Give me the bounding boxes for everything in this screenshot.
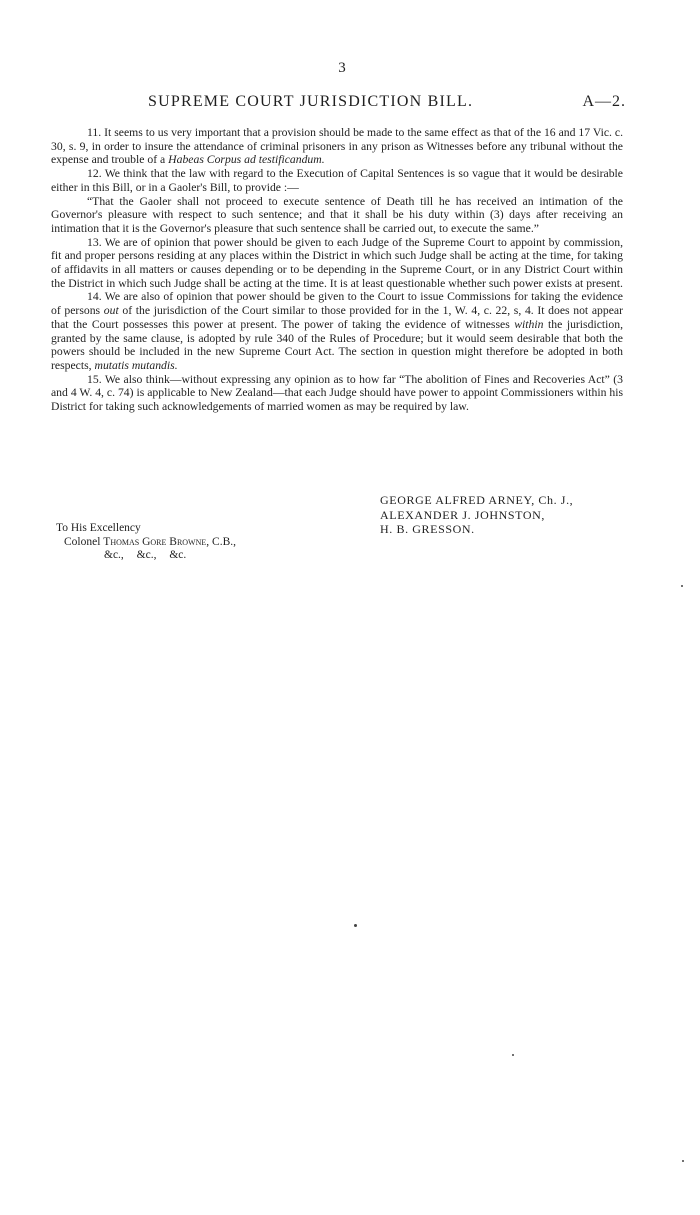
- address-block: [56, 522, 236, 563]
- paragraph-number: 15.: [87, 372, 102, 386]
- paragraph-12: [51, 167, 623, 194]
- address-line-1: To His Excellency: [56, 522, 141, 534]
- paragraph-text: We think that the law with regard to the Execution of Capital Sentences is so vague that it would be desirable either in this Bill, or in a Gaoler's Bill, to provide :—: [51, 167, 623, 194]
- scan-speck: [354, 924, 357, 927]
- address-line-2: [56, 536, 236, 550]
- signature-johnston: ALEXANDER J. JOHNSTON,: [380, 507, 545, 522]
- paragraph-italic-text: within: [514, 317, 544, 331]
- address-name: Thomas Gore Browne: [103, 535, 207, 548]
- paragraph-number: 14.: [87, 290, 102, 304]
- paragraph-italic-text: out: [103, 304, 119, 318]
- signature-block: [380, 493, 573, 537]
- document-header: [50, 93, 626, 113]
- paragraph-number: 11.: [87, 126, 102, 139]
- paragraph-number: 12.: [87, 167, 102, 181]
- paragraph-text: We also think—without expressing any opinion as to how far “The abolition of Fines and Recoveries Act” (3 and 4 W. 4, c. 74) is applicable to New Zealand—that each Judge should have power to appoint Commissioners within his District for taking such acknowledgements of married women as may be required by law.: [51, 372, 623, 414]
- paragraph-text: the jurisdiction, granted by the same clause, is adopted by rule 340 of the Rules of Procedure; but it would seem desirable that both the powers should be included in the new Supreme Court Act. The section in question might therefore be adopted in both respects,: [51, 317, 623, 372]
- paragraph-text: It seems to us very important that a provision should be made to the same effect as that of the 16 and 17 Vic. c. 30, s. 9, in order to insure the attendance of criminal prisoners in any prison as Witnesses before any tribunal without the expense and trouble of a: [51, 126, 623, 167]
- paragraph-11: [51, 126, 623, 167]
- paragraph-text: of the jurisdiction of the Court similar to those provided for in the 1, W. 4, c. 22, s, 4. It does not appear that the Court possesses this power at present. The power of taking the evidence of witnesses: [51, 304, 623, 331]
- document-title: SUPREME COURT JURISDICTION BILL.: [148, 93, 474, 110]
- body-text: [51, 126, 623, 414]
- paragraph-text: We are of opinion that power should be given to each Judge of the Supreme Court to appoint by commission, fit and proper persons residing at any places within the District in which such Judge shall be acting at the time, for taking of affidavits in all matters or causes depending or to be depending in the Supreme Court, or in any District Court within the District in which such Judge shall be acting at the time. It is at least questionable whether such power exists at present.: [51, 235, 623, 290]
- paragraph-15: [51, 373, 623, 414]
- paragraph-13: [51, 236, 623, 291]
- signature-chief-justice: GEORGE ALFRED ARNEY, Ch. J.,: [380, 493, 574, 507]
- scan-speck: [682, 1160, 684, 1162]
- signature-gresson: H. B. GRESSON.: [380, 522, 475, 536]
- address-line-3: &c., &c., &c.: [104, 549, 187, 561]
- paragraph-italic-text: Habeas Corpus ad testificandum.: [168, 153, 325, 167]
- paragraph-text: We are also of opinion that power should be given to the Court to issue Commissions for taking the evidence of persons: [51, 290, 623, 318]
- address-suffix: , C.B.,: [206, 535, 236, 548]
- document-reference: A—2.: [582, 93, 626, 110]
- scan-speck: [512, 1054, 514, 1056]
- paragraph-italic-text: mutatis mutandis.: [94, 358, 178, 372]
- paragraph-12-quote: “That the Gaoler shall not proceed to execute sentence of Death till he has received an intimation of the Governor's pleasure with respect to such sentence; and that it shall be his duty within (3) days after receiving an intimation that it is the Governor's pleasure that such sentence shall be carried out, to execute the same.”: [51, 194, 623, 235]
- address-title: Colonel: [64, 535, 104, 548]
- page-number: 3: [338, 60, 346, 76]
- paragraph-14: [51, 290, 623, 372]
- paragraph-number: 13.: [87, 235, 102, 249]
- scan-speck: [681, 585, 683, 587]
